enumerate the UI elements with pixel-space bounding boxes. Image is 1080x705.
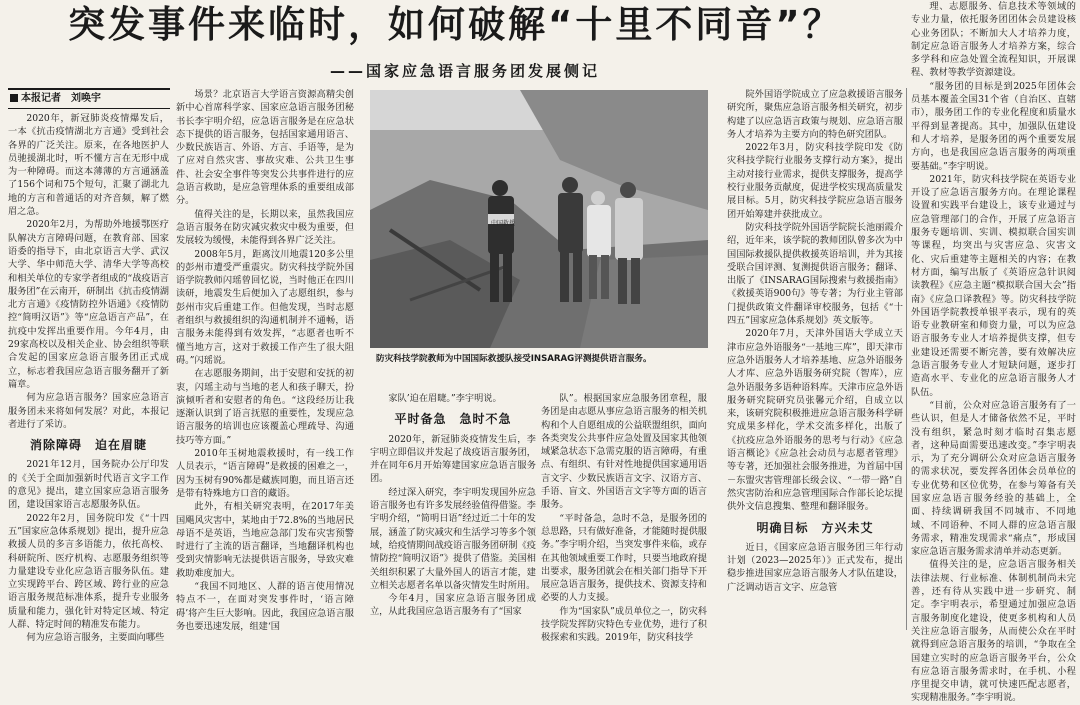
article-column-3	[370, 392, 536, 630]
paragraph: 值得关注的是，应急语言服务相关法律法规、行业标准、体制机制尚未完善，还有待从实践中进一步研究、制定。李宇明表示，希望通过加强应急语言服务制度化建设，使更多机构和人员关注应急语言服务，从而使公众在平时就得到应急语言服务的培训，“争取在全国建立实时的应急语言服务平台，公众有应急语言服务需求时，在手机、小程序里提交申请，就可快速匹配志愿者，实现精准服务。”李宇明说。	[911, 559, 1076, 704]
paragraph: 场景？北京语言大学语言资源高精尖创新中心首席科学家、国家应急语言服务团秘书长李宇明介绍，应急语言服务是在应急状态下提供的语言服务，包括国家通用语言、少数民族语言、外语、方言、手语等，是为了应对自然灾害、事故灾难、公共卫生事件、社会安全事件等突发公共事件进行的应急语言救助，是应急管理体系的重要组成部分。	[176, 89, 354, 207]
reporter-name: 本报记者 刘唤宇	[21, 93, 101, 104]
paragraph: 院外国语学院成立了应急救援语言服务研究所，聚焦应急语言服务相关研究，初步构建了以应急语言政策与规划、应急语言服务人才培养为主要方向的特色研究团队。	[727, 89, 903, 140]
article-column-1	[8, 112, 169, 644]
paragraph: 2021年12月，国务院办公厅印发的《关于全面加强新时代语言文字工作的意见》提出，建立国家应急语言服务团，建设国家语言志愿服务队伍。	[8, 459, 169, 511]
article-column-2	[176, 88, 354, 630]
paragraph: “服务团的目标是到2025年团体会员基本覆盖全国31个省（自治区、直辖市），服务团工作的专业化程度和质量水平得到显著提高。其中，加强队伍建设和人才培养，是服务团的两个重要发展方向，也是我国应急语言服务的两项重要基础。”李宇明说。	[911, 80, 1076, 172]
paragraph: 家队’迫在眉睫。”李宇明说。	[388, 393, 502, 404]
paragraph: 防灾科技学院外国语学院院长池丽霞介绍，近年来，该学院的教师团队曾多次为中国国际救援队提供救援英语培训，并为其接受联合国评测、复测提供语言服务；翻译、出版了《INSARAG国际搜索与救援指南》《救援英语900句》等专著；为行业主管部门提供政策文件翻译审校服务，包括《“十四五”国家应急体系规划》英文版等。	[727, 221, 903, 327]
section-heading-3: 明确目标 方兴未艾	[756, 520, 874, 535]
news-photo	[370, 90, 708, 348]
paragraph: “我国不同地区、人群的语言使用情况特点不一，在面对突发事件时，‘语言障碍’将产生巨大影响。因此，我国应急语言服务也要迅速发展，组建‘国	[176, 580, 354, 632]
paragraph: 2021年，防灾科技学院在英语专业开设了应急语言服务方向。在理论课程设置和实践平台建设上，该专业通过与应急管理部门的合作，开展了应急语言服务专题培训、实训、模拟联合国实训等课程，均突出与灾害应急、灾害文化、灾后重建等主题相关的内容；在教材方面，编写出版了《英语应急针识阅读教程》《应急主题“模拟联合国大会”指南》《应急口译教程》等。防灾科技学院外国语学院教授单银平表示，现有的英语专业教研室和师资力量，可以为应急语言服务专业人才培养提供支撑，但专业建设还需要不断完善，要有效解决应急语言服务专业人才短缺问题，逐步打造高水平、专业化的应急语言服务人才队伍。	[911, 173, 1076, 398]
paragraph: 2010年玉树地震救援时，有一线工作人员表示，“语言障碍”是救援的困难之一，因为玉树有90%都是藏族同胞，而且语言还是带有特殊地方口音的藏语。	[176, 448, 354, 499]
paragraph: 值得关注的是，长期以来，虽然我国应急语言服务在防灾减灾救灾中极为重要，但发展较为缓慢，未能得到各界广泛关注。	[176, 208, 354, 247]
paragraph: “平时备急，急时不急，是服务团的总思路，只有做好准备，才能随时提供服务。”李宇明介绍，当突发事件来临，或存在其他领域重要工作时，只要当地政府提出要求，服务团就会在相关部门指导下开展应急语言服务，提供技术、资源支持和必要的人力支援。	[541, 512, 707, 604]
paragraph: 队”。根据国家应急服务团章程，服务团是由志愿从事应急语言服务的相关机构和个人自愿组成的公益联盟组织，面向各类突发公共事件应急处置及国家其他领域紧急状态下急需克服的语言障碍，有重点、有组织、有针对性地提供国家通用语言文字、少数民族语言文字、汉语方言、手语、盲文、外国语言文字等方面的语言服务。	[541, 393, 707, 511]
paragraph: 经过深入研究，李宇明发现国外应急语言服务也有许多发展经验值得借鉴。李宇明介绍，“简明日语”经过近二十年的发展，涵盖了防灾减灾和生活学习等多个领域，给疫情期间战疫语言服务团研制《疫情防控“简明汉语”》提供了借鉴。美国相关组织积累了大量外国人的语言才能，建立相关志愿者名单以备灾情发生时所用。	[370, 486, 536, 591]
square-bullet-icon	[10, 94, 18, 102]
article-column-6	[911, 0, 1076, 704]
paragraph: 在志愿服务期间，出于安慰和安抚的初衷，闪瑶主动与当地的老人和孩子聊天，扮演倾听者和安慰者的角色。“这段经历让我逐渐认识到了语言抚慰的重要性，发现应急语言服务的培训也应该覆盖心理疏导、沟通技巧等方面。”	[176, 368, 354, 446]
photo-caption: 防灾科技学院教师为中国国际救援队接受INSARAG评测提供语言服务。	[376, 354, 652, 364]
paragraph: 何为应急语言服务，主要面向哪些	[26, 632, 165, 644]
section-heading-1: 消除障碍 迫在眉睫	[29, 438, 147, 453]
paragraph: 今年4月，国家应急语言服务团成立，从此我国应急语言服务有了“国家	[370, 593, 536, 618]
paragraph: 2020年，新冠肺炎疫情爆发后，一本《抗击疫情湖北方言通》受到社会各界的广泛关注。原来，在各地医护人员驰援湖北时，听不懂方言在无形中成为一种障碍。而这本薄薄的方言通涵盖了156个词和75个短句，汇聚了湖北九地的方言和普通话的对齐音频，解了燃眉之急。	[8, 113, 169, 218]
paragraph: 2020年，新冠肺炎疫情发生后，李宇明立即倡议并发起了战疫语言服务团，并在同年6月开始筹建国家应急语言服务团。	[370, 433, 536, 485]
article-column-4	[541, 392, 707, 644]
paragraph: 2008年5月，距离汶川地震120多公里的彭州市遭受严重震灾。防灾科技学院外国语学院教师闪瑶曾回忆说，当时他正在四川读研，地震发生后便加入了志愿组织，参与彭州市灾后重建工作。但他发现，当时志愿者组织与救援组织的沟通机制并不通畅，语言服务未能得到有效发挥，“志愿者也听不懂当地方言，这对于救援工作产生了很大阻碍。”闪瑶说。	[176, 248, 354, 366]
paragraph: 2020年2月，为帮助外地援鄂医疗队解决方言障碍问题，在教育部、国家语委的指导下，由北京语言大学、武汉大学、华中师范大学、清华大学等高校和相关单位的专家学者组成的“战疫语言服务团”在云南开，研制出《抗击疫情湖北方言通》《疫情防控外语通》《疫情防控“简明汉语”》等“应急语言产品”，在抗疫中发挥出重要作用。今年4月，由29家高校以及相关企业、协会组织等联合发起的国家应急语言服务团正式成立，标志着我国应急语言服务翻开了新篇章。	[8, 219, 169, 390]
paragraph: 此外，有相关研究表明，在2017年美国飓风灾害中，某地由于72.8%的当地居民母语不是英语，当地应急部门发布灾害预警时进行了主流的语言翻译，当地翻译机构也受到灾情影响无法提供语言服务，导致灾难救助难度加大。	[176, 501, 354, 579]
reporter-byline	[8, 88, 170, 109]
rescue-scene-icon	[370, 90, 708, 348]
headline: 突发事件来临时，如何破解“十里不同音”？	[68, 3, 843, 46]
paragraph: 2022年2月，国务院印发《“十四五”国家应急体系规划》提出，提升应急救援人员的多言多语能力，依托高校、科研院所、医疗机构、志愿服务组织等力量建设专业化应急语言服务队伍。建立实现跨平台、跨区域、跨行业的应急语言服务规范标准体系，提升专业服务质量和能力，强化针对特定区域、特定人群、特定时间的精准发布能力。	[8, 512, 169, 630]
paragraph: 2022年3月，防灾科技学院印发《防灾科技学院行业服务支撑行动方案》，提出主动对接行业需求，提供支撑服务，提高学校行业服务贡献度，促进学校实现高质量发展目标。5月，防灾科技学院应急语言服务团开始筹建并获批成立。	[727, 142, 903, 220]
column-divider	[906, 88, 907, 630]
paragraph: “目前，公众对应急语言服务有了一些认识，但是人才储备依然不足，平时没有组织，紧急时刻才临时召集志愿者，这种局面需要迅速改变。”李宇明表示，为了充分调研公众对应急语言服务的需求状况，要发挥各团体会员单位的专业优势和区位优势，在参与筹备有关国家应急语言服务经验的基础上，全面、持续调研我国不同城市、不同地域、不同语种、不同人群的应急语言服务需求，精准发现需求“痛点”，形成国家应急语言服务需求清单并动态更新。	[911, 399, 1076, 558]
paragraph: 近日，《国家应急语言服务团三年行动计划（2023—2025年）》正式发布，提出稳步推进国家应急语言服务人才队伍建设，广泛调动语言文字、应急管	[727, 541, 903, 593]
paragraph: 2020年7月，天津外国语大学成立天津市应急外语服务“一基地三库”，即天津市应急外语服务人才培养基地、应急外语服务人才库、应急外语服务研究院（智库），应急外语服务多语种语料库。天津市应急外语服务研究院研究员张馨元介绍，自成立以来，该研究院积极推进应急语言服务科学研究成果多样化，学术交流多样化，出版了《抗疫应急外语服务的思考与行动》《应急语言概论》《应急社会动员与志愿者管理》等专著，还加强社会服务推进，为首届中国－东盟灾害管理部长级会议、“一带一路”自然灾害防治和应急管理国际合作部长论坛提供外文信息搜集、整理和翻译服务。	[727, 328, 903, 513]
paragraph: 作为“国家队”成员单位之一，防灾科技学院发挥防灾特色专业优势，进行了积极探索和实践。2019年，防灾科技学	[541, 605, 707, 644]
paragraph: 理、志愿服务、信息技术等领域的专业力量，依托服务团团体会员建设核心业务团队；不断加大人才培养力度，制定应急语言服务人才培养方案，综合多学科和应急处置全流程知识，开展课程、教材等教学资源建设。	[911, 1, 1076, 79]
paragraph: 何为应急语言服务？国家应急语言服务团未来将如何发展？对此，本报记者进行了采访。	[8, 392, 169, 430]
vest-text: 中国救援	[491, 220, 516, 227]
section-heading-2: 平时备急 急时不急	[394, 412, 512, 427]
article-column-5	[727, 88, 903, 630]
subheadline: ——国家应急语言服务团发展侧记	[330, 62, 601, 80]
